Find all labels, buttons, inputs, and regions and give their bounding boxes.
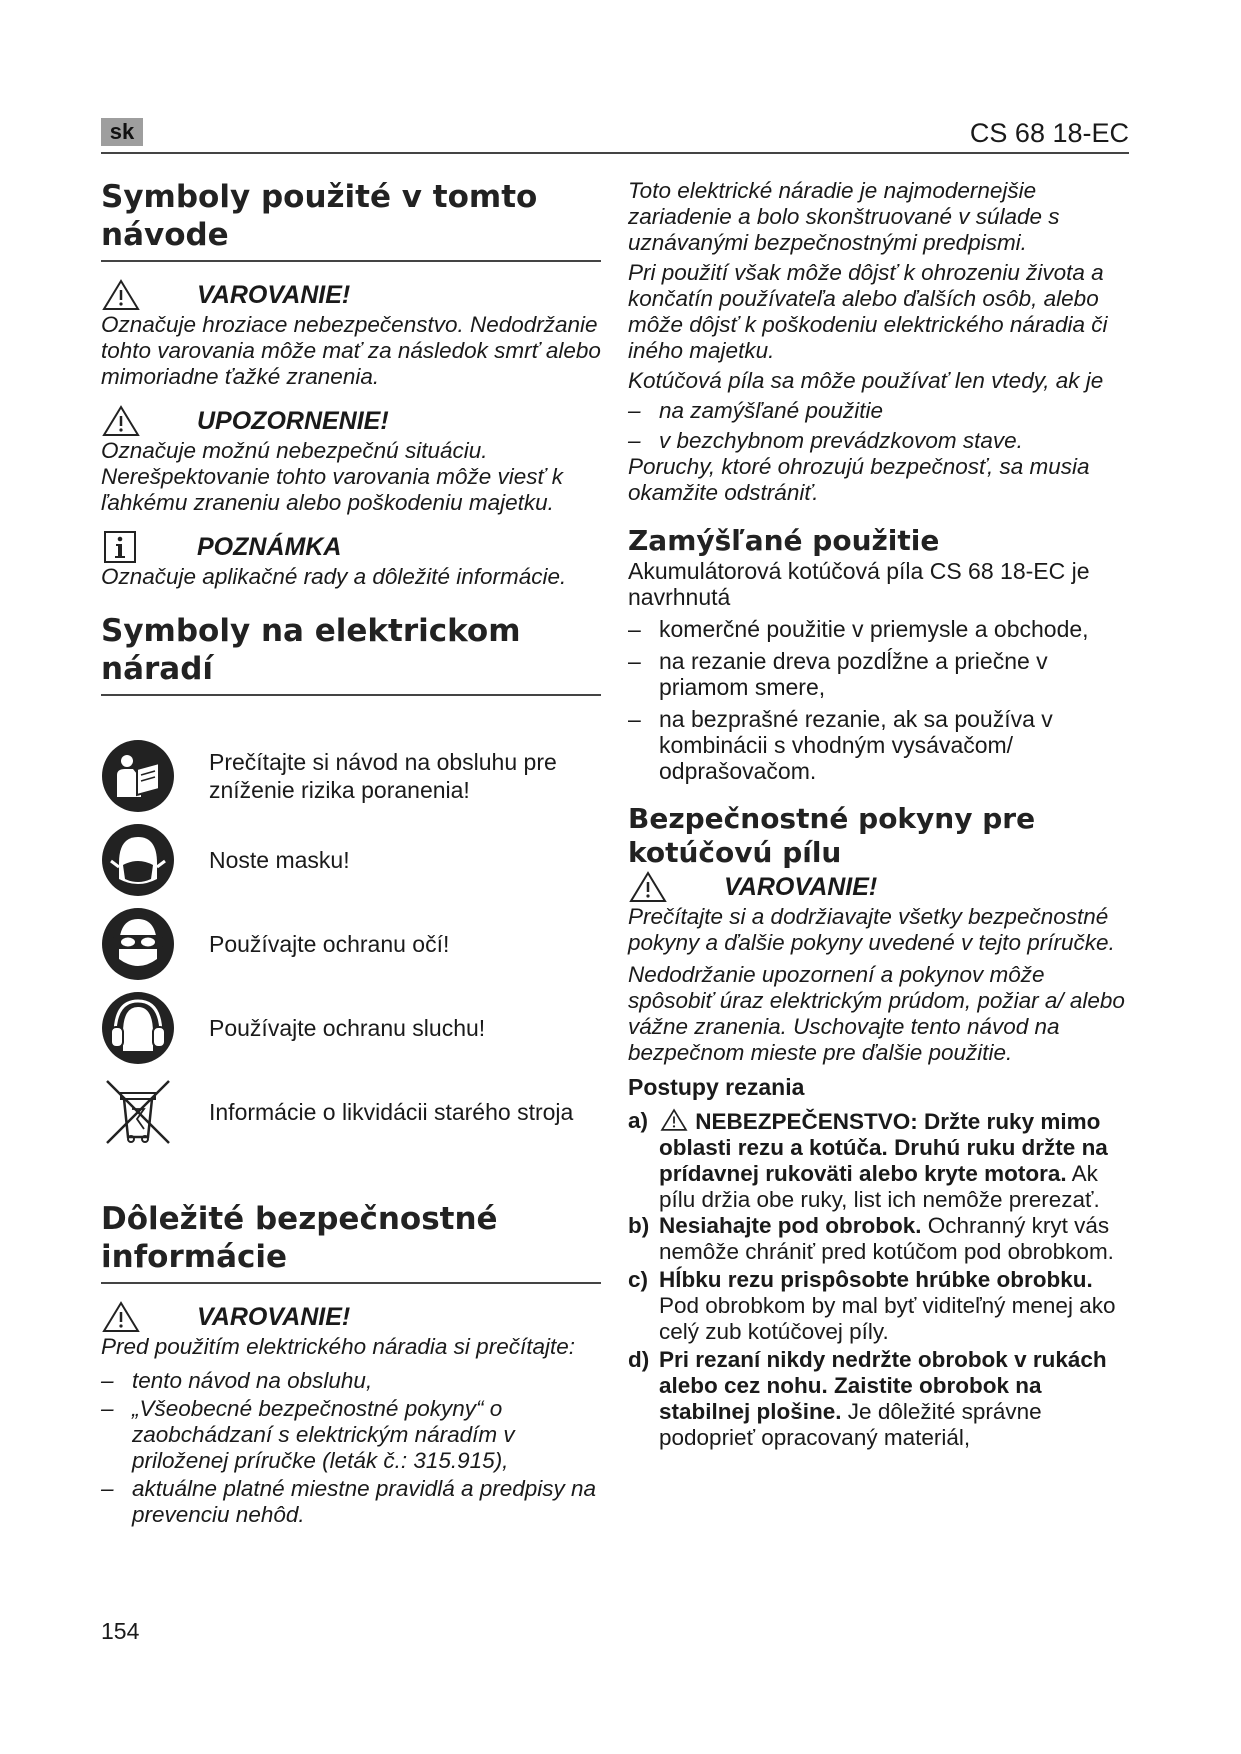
warning-icon <box>101 1300 141 1334</box>
caution-icon <box>101 404 141 438</box>
eye-protection-icon <box>101 907 175 981</box>
procedure-item: c) Hĺbku rezu prispôsobte hrúbke obrobku. Pod obrobkom by mal byť viditeľný menej ako celý zub kotúčovej píly. <box>628 1267 1116 1344</box>
intro-paragraph: Toto elektrické náradie je najmodernejšie zariadenie a bolo skonštruované v súlade s uznávanými bezpečnostnými predpismi. <box>628 178 1060 255</box>
warning-text: Nedodržanie upozornení a pokynov môže spôsobiť úraz elektrickým prúdom, požiar a/ alebo vážne zranenia. Uschovajte tento návod na bezpečnom mieste pre ďalšie použitie. <box>628 962 1125 1065</box>
read-manual-icon <box>101 739 175 813</box>
caution-label: UPOZORNENIE! <box>197 406 389 435</box>
note-label: POZNÁMKA <box>197 532 342 561</box>
section-title-symbols-manual: Symboly použité v tomto návode <box>101 178 601 262</box>
procedure-item: d) Pri rezaní nikdy nedržte obrobok v rukách alebo cez nohu. Zaistite obrobok na stabilnej plošine. Je dôležité správne podoprieť opracovaný materiál, <box>628 1347 1107 1450</box>
model-name: CS 68 18-EC <box>969 118 1129 148</box>
warning-label: VAROVANIE! <box>724 872 878 901</box>
intro-paragraph: Poruchy, ktoré ohrozujú bezpečnosť, sa musia okamžite odstrániť. <box>628 454 1090 505</box>
warning-icon <box>659 1108 689 1132</box>
procedure-item: b) Nesiahajte pod obrobok. Ochranný kryt vás nemôže chrániť pred kotúčom pod obrobkom. <box>628 1213 1114 1264</box>
warning-icon <box>628 870 668 904</box>
intro-paragraph: Pri použití však môže dôjsť k ohrozeniu života a končatín používateľa alebo ďalších osôb, alebo môže dôjsť k poškodeniu elektrického náradia či iného majetku. <box>628 260 1108 363</box>
symbol-row <box>101 818 601 902</box>
symbol-row <box>101 734 601 818</box>
list-item: – tento návod na obsluhu, <box>101 1368 373 1393</box>
section-title-symbols-tool: Symboly na elektrickom náradí <box>101 612 601 696</box>
list-item: – na rezanie dreva pozdĺžne a priečne v priamom smere, <box>628 648 1048 700</box>
ear-protection-icon <box>101 991 175 1065</box>
warning-header <box>101 278 601 312</box>
warning-header <box>101 1300 601 1334</box>
procedure-item: a) NEBEZPEČENSTVO: Držte ruky mimo oblasti rezu a kotúča. Druhú ruku držte na prídavnej rukoväti alebo kryte motora. Ak pílu držia obe ruky, list ich nemôže prerezať. <box>628 1108 1108 1212</box>
symbol-row <box>101 902 601 986</box>
note-header <box>101 530 601 564</box>
warning-label: VAROVANIE! <box>197 280 351 309</box>
disposal-bin-icon <box>101 1075 175 1149</box>
language-tag: sk <box>101 118 143 146</box>
procedures-title: Postupy rezania <box>628 1074 805 1100</box>
use-text: Akumulátorová kotúčová píla CS 68 18-EC je navrhnutá <box>628 558 1090 610</box>
symbol-text: Používajte ochranu sluchu! <box>209 1015 486 1041</box>
list-item: – na bezprašné rezanie, ak sa používa v kombinácii s vhodným vysávačom/ odprašovačom. <box>628 706 1053 784</box>
symbol-text: Informácie o likvidácii starého stroja <box>209 1099 574 1125</box>
section-title-safety: Bezpečnostné pokyny pre kotúčovú pílu <box>628 802 1036 869</box>
caution-header <box>101 404 601 438</box>
warning-icon <box>101 278 141 312</box>
right-column <box>628 178 1133 1451</box>
list-item: – na zamýšľané použitie <box>628 398 883 423</box>
warning-text: Prečítajte si a dodržiavajte všetky bezpečnostné pokyny a ďalšie pokyny uvedené v tejto príručke. <box>628 904 1115 955</box>
symbol-text: Prečítajte si návod na obsluhu pre zníženie rizika poranenia! <box>209 749 557 803</box>
list-item: – v bezchybnom prevádzkovom stave. <box>628 428 1023 453</box>
page-number: 154 <box>101 1618 140 1644</box>
symbol-row <box>101 986 601 1070</box>
symbol-text: Noste masku! <box>209 847 350 873</box>
section-title-important-safety: Dôležité bezpečnostné informácie <box>101 1200 601 1284</box>
list-item: – „Všeobecné bezpečnostné pokyny“ o zaobchádzaní s elektrickým náradím v priloženej príručke (leták č.: 315.915), <box>101 1396 515 1473</box>
symbol-row <box>101 1070 601 1154</box>
mask-icon <box>101 823 175 897</box>
warning-header <box>628 870 1133 904</box>
left-column <box>101 178 601 1528</box>
info-icon <box>101 530 141 564</box>
symbol-text: Používajte ochranu očí! <box>209 931 450 957</box>
section-title-intended-use: Zamýšľané použitie <box>628 524 940 557</box>
intro-paragraph: Kotúčová píla sa môže používať len vtedy, ak je <box>628 368 1104 393</box>
list-item: – komerčné použitie v priemysle a obchode, <box>628 616 1089 642</box>
list-item: – aktuálne platné miestne pravidlá a predpisy na prevenciu nehôd. <box>101 1476 597 1527</box>
warning-text: Označuje hroziace nebezpečenstvo. Nedodržanie tohto varovania môže mať za následok smrť alebo mimoriadne ťažké zranenia. <box>101 312 601 389</box>
note-text: Označuje aplikačné rady a dôležité informácie. <box>101 564 567 589</box>
warning-label: VAROVANIE! <box>197 1302 351 1331</box>
warning-text: Pred použitím elektrického náradia si prečítajte: <box>101 1334 575 1359</box>
header-rule <box>101 152 1129 154</box>
caution-text: Označuje možnú nebezpečnú situáciu. Nerešpektovanie tohto varovania môže viesť k ľahkému zraneniu alebo poškodeniu majetku. <box>101 438 563 515</box>
